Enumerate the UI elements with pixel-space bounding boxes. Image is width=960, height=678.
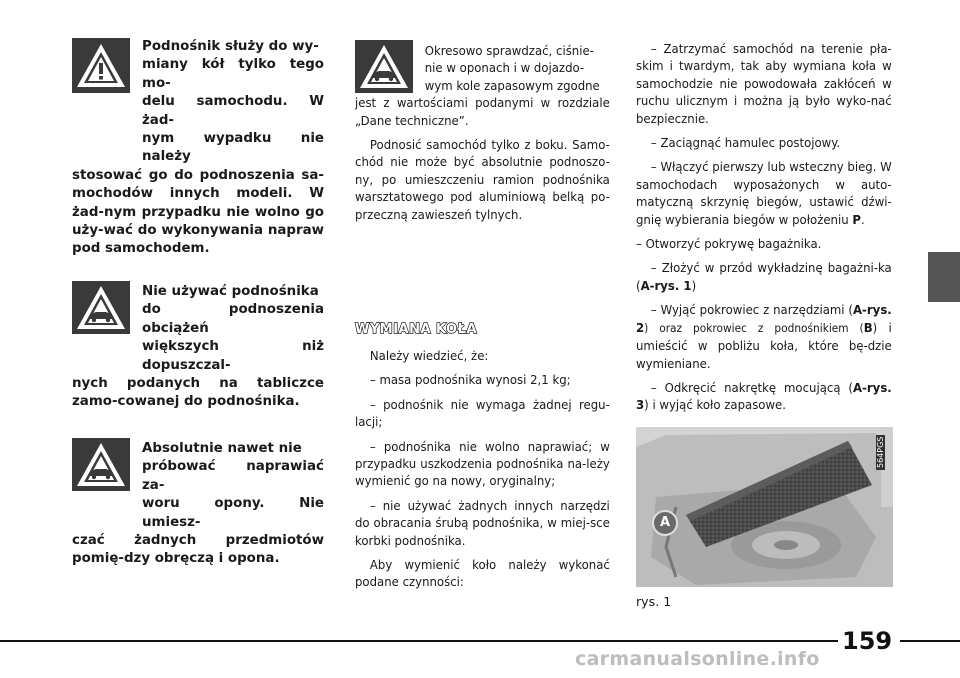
step-item xyxy=(636,379,892,414)
step-item: – Zatrzymać samochód na terenie pła-skim i twardym, tak aby wymiana koła w samochodzie nie powodowała zakłóceń w ruchu ulicznym i można ją było wyko-nać bezpiecznie. xyxy=(636,41,892,126)
section-tab-marker xyxy=(928,252,960,302)
warning-line: Nie używać podnośnika xyxy=(142,284,319,299)
list-item: – podnośnika nie wolno naprawiać; w przypadku uszkodzenia podnośnika na-leży wymienić go na nowy, oryginalny; xyxy=(355,438,610,489)
note-rest: jest z wartościami podanymi w rozdziale „Dane techniczne”. xyxy=(355,95,610,128)
warning-line: do podnoszenia obciążeń xyxy=(142,302,324,336)
lift-note: Podnosić samochód tylko z boku. Samo-chód nie może być absolutnie podnoszo-ny, po umieszczeniu ramion podnośnika warsztatowego pod aluminiową belką po-przeczną zawieszeń tylnych. xyxy=(355,137,610,222)
step-text: ) i umieścić w pobliżu koła, które bę-dzie wymieniane. xyxy=(636,319,892,371)
figure-ref: A-rys. 1 xyxy=(640,277,692,293)
warning-line: nym wypadku nie należy xyxy=(142,131,324,165)
step-item xyxy=(636,259,892,294)
note-line: wym kole zapasowym zgodne xyxy=(424,77,600,93)
warning-line: miany kół tylko tego mo- xyxy=(142,57,324,91)
step-item: – Zaciągnąć hamulec postojowy. xyxy=(650,135,841,151)
warning-load-limit xyxy=(72,283,324,412)
figure-ref: A-rys. 2 xyxy=(636,302,892,335)
step-text: ) i wyjąć koło zapasowe. xyxy=(644,397,786,413)
page-number: 159 xyxy=(842,627,893,655)
warning-line: większych niż dopuszczal- xyxy=(142,339,324,373)
list-item: – nie używać żadnych innych narzędzi do obracania śrubą podnośnika, w miej-sce korbki podnośnika. xyxy=(355,497,610,548)
wheel-change-intro xyxy=(355,347,610,598)
warning-rest: stosować go do podnoszenia sa-mochodów innych modeli. W żad-nym przypadku nie wolno go uży-wać do wykonywania napraw pod samochodem. xyxy=(72,167,324,257)
outro-text: Aby wymienić koło należy wykonać podane czynności: xyxy=(355,557,610,590)
intro-text: Należy wiedzieć, że: xyxy=(369,348,489,363)
step-item xyxy=(636,158,892,228)
list-item: – podnośnik nie wymaga żadnej regu-lacji; xyxy=(355,396,610,430)
watermark: carmanualsonline.info xyxy=(575,648,820,670)
step-text: – Wyjąć pokrowiec z narzędziami ( xyxy=(650,302,853,318)
footer-rule xyxy=(0,640,960,642)
wheel-change-steps xyxy=(636,40,892,421)
note-line: nie w oponach i w dojazdo- xyxy=(424,60,585,76)
warning-line: delu samochodu. W żad- xyxy=(142,94,324,128)
step-text: ) xyxy=(691,277,697,293)
figure-ref: B xyxy=(863,319,873,335)
warning-line: woru opony. Nie umiesz- xyxy=(142,496,324,530)
tyre-pressure-note xyxy=(355,42,610,230)
callout-label: A xyxy=(659,515,671,530)
gear-position: P xyxy=(852,211,861,227)
warning-tyre-valve xyxy=(72,440,324,569)
warning-rest: nych podanych na tabliczce zamo-cowanej do podnośnika. xyxy=(72,376,324,410)
step-text: – Odkręcić nakrętkę mocującą ( xyxy=(650,379,853,395)
warning-line: Podnośnik służy do wy- xyxy=(142,39,319,54)
figure-ref: A-rys. 3 xyxy=(636,379,892,413)
warning-line: próbować naprawiać za- xyxy=(142,459,324,493)
step-text: – Włączyć pierwszy lub wsteczny bieg. W samochodach wyposażonych w auto-matyczną skrzynię biegów, ustawić dźwi-gnię wybierania biegów w położeniu xyxy=(636,159,892,227)
step-item: – Otworzyć pokrywę bagażnika. xyxy=(636,236,822,252)
figure-code: 564PGS xyxy=(876,436,885,468)
figure-caption: rys. 1 xyxy=(636,594,672,609)
step-text: . xyxy=(860,211,865,227)
note-line: Okresowo sprawdzać, ciśnie- xyxy=(424,43,594,58)
callout-a xyxy=(652,510,678,536)
warning-rest: czać żadnych przedmiotów pomię-dzy obręczą i opona. xyxy=(72,533,324,567)
warning-line: Absolutnie nawet nie xyxy=(142,441,302,456)
section-heading: WYMIANA KOŁA xyxy=(355,322,478,337)
step-text: ) oraz pokrowiec z podnośnikiem ( xyxy=(644,320,864,335)
warning-jack-model xyxy=(72,38,324,259)
trunk-photo xyxy=(636,427,893,587)
step-item xyxy=(636,301,892,372)
step-text: – Złożyć w przód wykładzinę bagażni-ka ( xyxy=(636,260,892,293)
list-item: – masa podnośnika wynosi 2,1 kg; xyxy=(369,372,571,388)
